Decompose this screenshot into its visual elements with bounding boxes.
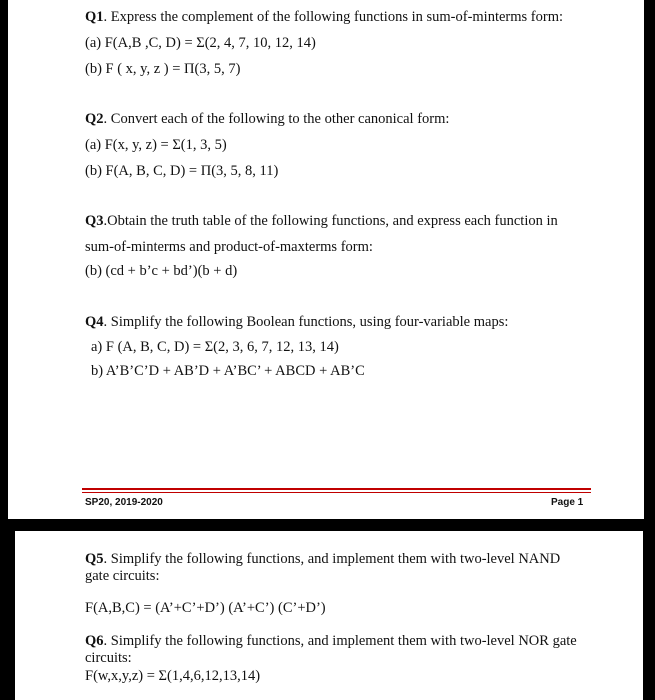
q6-label: Q6 [85,633,104,649]
footer-rule-top [82,488,591,490]
q1-text: . Express the complement of the following functions in sum-of-minterms form: [103,9,564,25]
q2-text: . Convert each of the following to the other canonical form: [103,111,450,127]
footer-page-number: Page 1 [551,497,584,508]
q6-text: . Simplify the following functions, and implement them with two-level NOR gate [103,633,577,649]
q2-part-a: (a) F(x, y, z) = Σ(1, 3, 5) [85,137,227,153]
q5-function: F(A,B,C) = (A’+C’+D’) (A’+C’) (C’+D’) [85,600,326,616]
footer-left: SP20, 2019-2020 [85,497,163,508]
page-1 [8,0,644,519]
q3-label: Q3 [85,213,104,229]
q2-heading [85,110,449,128]
q4-text: . Simplify the following Boolean functions, using four-variable maps: [103,314,509,330]
q5-label: Q5 [85,551,104,567]
q3-heading [85,212,558,230]
q3-text-continued: sum-of-minterms and product-of-maxterms form: [85,239,373,255]
q1-label: Q1 [85,9,104,25]
q6-heading [85,632,577,650]
q6-text-continued: circuits: [85,650,132,666]
q6-function: F(w,x,y,z) = Σ(1,4,6,12,13,14) [85,668,261,684]
q4-heading [85,313,508,331]
q5-heading [85,550,560,568]
q1-part-a: (a) F(A,B ,C, D) = Σ(2, 4, 7, 10, 12, 14) [85,35,316,51]
page-2 [15,531,643,700]
q4-part-b: b) A’B’C’D + AB’D + A’BC’ + ABCD + AB’C [91,363,365,379]
q2-label: Q2 [85,111,104,127]
q1-heading [85,8,563,26]
footer-rule-bottom [82,492,591,493]
q2-part-b: (b) F(A, B, C, D) = Π(3, 5, 8, 11) [85,163,279,179]
q5-text-continued: gate circuits: [85,568,160,584]
q1-part-b: (b) F ( x, y, z ) = Π(3, 5, 7) [85,61,241,77]
q3-text: .Obtain the truth table of the following functions, and express each function in [103,213,558,229]
q4-label: Q4 [85,314,104,330]
q4-part-a: a) F (A, B, C, D) = Σ(2, 3, 6, 7, 12, 13, 14) [91,339,339,355]
q5-text: . Simplify the following functions, and implement them with two-level NAND [103,551,561,567]
q3-part-b: (b) (cd + b’c + bd’)(b + d) [85,263,238,279]
